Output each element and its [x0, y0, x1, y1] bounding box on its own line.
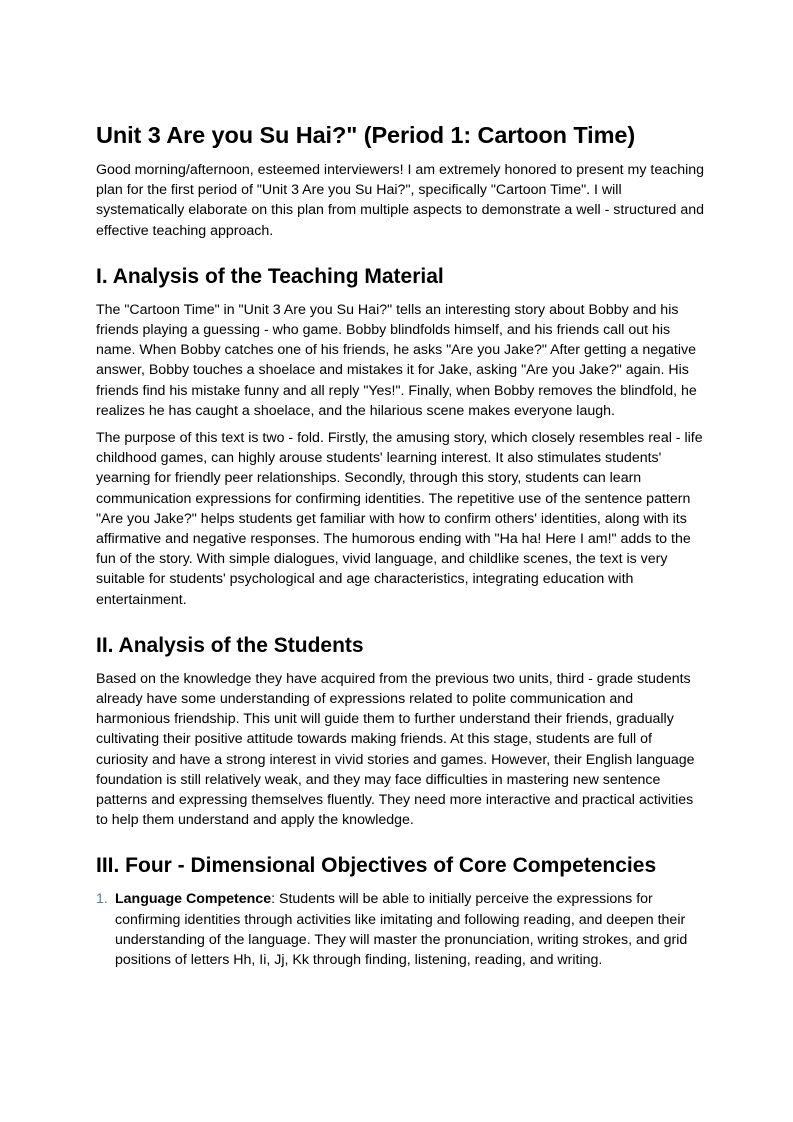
list-item-term: Language Competence — [115, 891, 272, 908]
section-heading-students: II. Analysis of the Students — [96, 633, 364, 657]
list-item — [96, 889, 704, 970]
students-paragraph: Based on the knowledge they have acquired from the previous two units, third - grade students already have some understanding of expressions related to polite communication and harmonious friendship. This unit will guide them to further understand their friends, gradually cultivating their positive attitude towards making friends. At this stage, students are full of curiosity and have a strong interest in vivid stories and games. However, their English language foundation is still relatively weak, and they may face difficulties in mastering new sentence patterns and expressing themselves fluently. They need more interactive and practical activities to help them understand and apply the knowledge. — [96, 670, 695, 829]
section-heading-teaching-material: I. Analysis of the Teaching Material — [96, 264, 444, 288]
document-page — [96, 120, 704, 970]
objectives-list — [96, 889, 704, 970]
list-item-text: : Students will be able to initially perceive the expressions for confirming identities through activities like imitating and following reading, and deepen their understanding of the language. They will master the pronunciation, writing strokes, and grid positions of letters Hh, Ii, Jj, Kk through finding, listening, reading, and writing. — [115, 891, 688, 969]
teaching-material-paragraph-2: The purpose of this text is two - fold. Firstly, the amusing story, which closely resembles real - life childhood games, can highly arouse students' learning interest. It also stimulates students' yearning for friendly peer relationships. Secondly, through this story, students can learn communication expressions for confirming identities. The repetitive use of the sentence pattern "Are you Jake?" helps students get familiar with how to confirm others' identities, along with its affirmative and negative responses. The humorous ending with "Ha ha! Here I am!" adds to the fun of the story. With simple dialogues, vivid language, and childlike scenes, the text is very suitable for students' psychological and age characteristics, integrating education with entertainment. — [96, 430, 703, 608]
document-title: Unit 3 Are you Su Hai?" (Period 1: Cartoon Time) — [96, 122, 636, 148]
teaching-material-paragraph-1: The "Cartoon Time" in "Unit 3 Are you Su Hai?" tells an interesting story about Bobby and his friends playing a guessing - who game. Bobby blindfolds himself, and his friends call out his name. When Bobby catches one of his friends, he asks "Are you Jake?" After getting a negative answer, Bobby touches a shoelace and mistakes it for Jake, asking "Are you Jake?" again. His friends find his mistake funny and all reply "Yes!". Finally, when Bobby removes the blindfold, he realizes he has caught a shoelace, and the hilarious scene makes everyone laugh. — [96, 301, 697, 419]
section-heading-objectives: III. Four - Dimensional Objectives of Core Competencies — [96, 854, 657, 878]
list-item-number: 1. — [96, 891, 108, 908]
intro-paragraph: Good morning/afternoon, esteemed interviewers! I am extremely honored to present my teaching plan for the first period of "Unit 3 Are you Su Hai?", specifically "Cartoon Time". I will systematically elaborate on this plan from multiple aspects to demonstrate a well - structured and effective teaching approach. — [96, 162, 705, 239]
